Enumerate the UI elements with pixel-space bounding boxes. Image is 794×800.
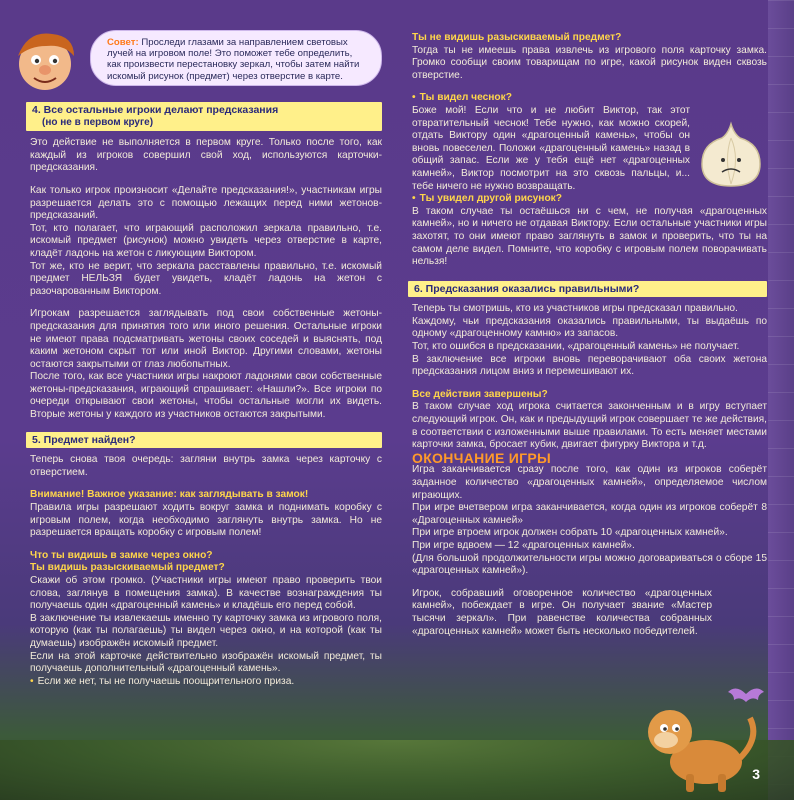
tip-text: Проследи глазами за направлением световых лучей на игровом поле! Это поможет тебе определить, как произвести перестановку зеркал, чтобы затем найти искомый рисунок (предмет) через отверстие в карте.: [107, 37, 360, 82]
paragraph: Каждому, чьи предсказания оказались правильными, ты выдаёшь по одному «драгоценному камню» из запасов.: [412, 315, 767, 340]
paragraph: Игра заканчивается сразу после того, как один из игроков соберёт заданное количество «драгоценных камней», определяемое числом играющих.: [412, 464, 767, 501]
paragraph: Тот, кто ошибся в предсказании, «драгоценный камень» не получает.: [412, 341, 740, 353]
subheading: Ты не видишь разыскиваемый предмет?: [412, 32, 622, 43]
subheading: Ты видишь разыскиваемый предмет?: [30, 562, 225, 574]
paragraph: Если на этой карточке действительно изображён искомый предмет, ты получаешь дополнительный «драгоценный камень».: [30, 650, 382, 675]
paragraph: В таком случае ход игрока считается законченным и в игру вступает следующий игрок. Он, как и предыдущий игрок совершает те же действия, в соответствии с изложенными выше правилами. То есть меняет местами карточки замка, бросает кубик, двигает фигурку Виктора и т.д.: [412, 401, 767, 451]
paragraph: При игре вдвоем — 12 «драгоценных камней».: [412, 539, 635, 551]
subheading: • Ты видел чеснок?: [412, 92, 767, 105]
garlic-icon: [694, 118, 768, 192]
section-5-title: 5. Предмет найден?: [32, 433, 136, 446]
page-number: 3: [752, 766, 760, 782]
monkey-illustration-icon: [636, 688, 764, 796]
section-4-subtitle: (но не в первом круге): [42, 116, 154, 128]
tip-bubble: [90, 30, 382, 86]
subheading: Все действия завершены?: [412, 388, 548, 400]
castle-wall-decoration: [768, 0, 794, 800]
game-end-heading: ОКОНЧАНИЕ ИГРЫ: [412, 449, 552, 466]
paragraph: Игрок, собравший оговоренное количество «драгоценных камней», побеждает в игре. Он получает звание «Мастер тысячи зеркал». При равенстве количества собранных «драгоценных камней» может быть несколько победителей.: [412, 587, 712, 637]
paragraph: Как только игрок произносит «Делайте предсказания!», участникам игры разрешается делать это с помощью лежащих перед ними жетонов-предсказаний.: [30, 184, 382, 222]
bullet-item: • Если же нет, ты не получаешь поощрительного приза.: [30, 676, 382, 689]
left-column: [30, 96, 382, 688]
paragraph: Тот, кто полагает, что играющий расположил зеркала правильно, т.е. искомый предмет (рисунок) можно увидеть через отверстие в карте, кладёт ладонь на жетон с ликующим Виктором.: [30, 222, 382, 259]
paragraph: Это действие не выполняется в первом круге. Только после того, как каждый из игроков совершил свой ход, используются карточки-предсказания.: [30, 137, 382, 174]
paragraph: Правила игры разрешают ходить вокруг замка и поднимать коробку с игровым полем, когда необходимо заглянуть внутрь замка. Но не разрешается вращать коробку с игровым полем!: [30, 502, 382, 539]
paragraph: Тогда ты не имеешь права извлечь из игрового поля карточку замка. Громко сообщи своим товарищам по игре, какой рисунок виден сквозь отверстие.: [412, 44, 767, 81]
subheading: • Ты увидел другой рисунок?: [412, 193, 767, 206]
paragraph: После того, как все участники игры накроют ладонями свои собственные жетоны-предсказания, играющий спрашивает: «Нашли?». Все игроки по очереди открывают свои жетоны, чтобы остальные могли их видеть. Вторые жетоны у каждого из участников остаются закрытыми.: [30, 371, 382, 421]
paragraph: В заключение ты извлекаешь именно ту карточку замка из игрового поля, которую (как ты полагаешь) ты видел через окно, и на которой (как ты думаешь) изображён искомый предмет.: [30, 612, 382, 649]
paragraph: Игрокам разрешается заглядывать под свои собственные жетоны-предсказания для принятия того или иного решения. Остальные игроки не имеют права подсматривать жетоны своих соседей и выяснять, под каким жетоном скрыт тот или иной Виктор. Другими словами, жетоны остаются закрытыми от глаз любопытных.: [30, 308, 382, 370]
paragraph: Боже мой! Если что и не любит Виктор, так этот отвратительный чеснок! Тебе нужно, как можно скорей, отдать Виктору один «драгоценный камень», чтобы он вновь повеселел. Положи «драгоценный камень» назад в общий запас. Если же у тебя ещё нет «драгоценных камней», Виктор посмотрит на это сквозь пальцы, и... тебе ничего не нужно возвращать.: [412, 104, 690, 192]
paragraph: В заключение все игроки вновь переворачивают оба своих жетона предсказания лицом вниз и перемешивают их.: [412, 353, 767, 378]
tip-label: Совет:: [107, 37, 139, 48]
section-4-header: [26, 102, 382, 131]
paragraph: Теперь ты смотришь, кто из участников игры предсказал правильно.: [412, 303, 738, 315]
section-6-header: [408, 281, 767, 298]
paragraph: В таком случае ты остаёшься ни с чем, не получая «драгоценных камней», но и ничего не отдавая Виктору. Если остальные участники игры захотят, то они имеют право заглянуть в замок и проверить, что ты на самом деле видел. Помните, что коробку с игровым полем поворачивать нельзя!: [412, 205, 767, 268]
paragraph: (Для большой продолжительности игры можно договариваться о сборе 15 «драгоценных камней»).: [412, 552, 767, 577]
paragraph: При игре втроем игрок должен собрать 10 «драгоценных камней».: [412, 527, 728, 539]
section-6-title: 6. Предсказания оказались правильными?: [414, 282, 640, 295]
subheading: Что ты видишь в замке через окно?: [30, 549, 213, 561]
warning-heading: Внимание! Важное указание: как заглядывать в замок!: [30, 489, 309, 501]
paragraph: При игре вчетвером игра заканчивается, когда один из игроков соберёт 8 «Драгоценных камней»: [412, 502, 767, 526]
paragraph: Тот же, кто не верит, что зеркала расставлены правильно, т.е. искомый предмет НЕЛЬЗЯ будет увидеть, кладёт ладонь на жетон с разочарованным Виктором.: [30, 260, 382, 297]
section-5-header: [26, 432, 382, 449]
paragraph: Теперь снова твоя очередь: загляни внутрь замка через карточку с отверстием.: [30, 454, 382, 478]
paragraph: Скажи об этом громко. (Участники игры имеют право проверить твои слова, заглянув в помещения замка). В качестве вознаграждения ты получаешь один «драгоценный камень» и кладёшь его перед собой.: [30, 575, 382, 612]
boy-face-icon: [8, 26, 82, 96]
section-4-title: 4. Все остальные игроки делают предсказания: [32, 104, 279, 116]
